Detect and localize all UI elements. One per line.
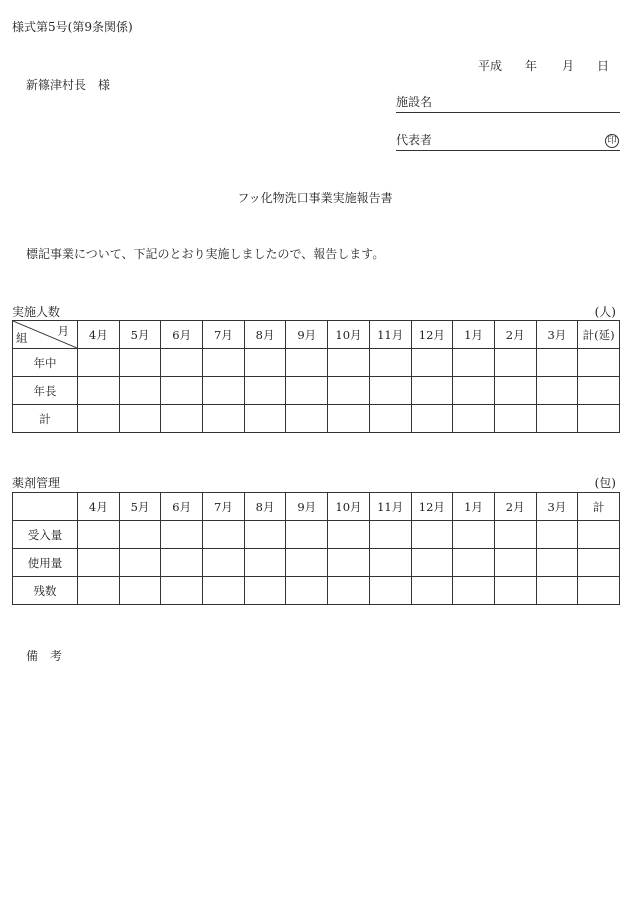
- row-header: 受入量: [13, 521, 78, 549]
- table-header-row: [13, 493, 620, 521]
- participants-table: [12, 320, 620, 433]
- column-header: 6月: [161, 493, 203, 521]
- entry-cell[interactable]: [119, 521, 161, 549]
- column-header: 1月: [453, 321, 495, 349]
- entry-cell[interactable]: [328, 521, 370, 549]
- entry-cell[interactable]: [453, 521, 495, 549]
- table-row: [13, 521, 620, 549]
- entry-cell[interactable]: [78, 521, 120, 549]
- entry-cell[interactable]: [244, 577, 286, 605]
- entry-cell[interactable]: [494, 521, 536, 549]
- entry-cell[interactable]: [494, 377, 536, 405]
- column-header: 2月: [494, 493, 536, 521]
- document-title: フッ化物洗口事業実施報告書: [237, 191, 393, 205]
- corner-cell: [13, 321, 78, 349]
- facility-name-label: 施設名: [396, 95, 433, 109]
- chemicals-unit: (包): [594, 476, 616, 490]
- entry-cell[interactable]: [78, 377, 120, 405]
- entry-cell[interactable]: [161, 549, 203, 577]
- entry-cell[interactable]: [536, 377, 578, 405]
- entry-cell[interactable]: [328, 549, 370, 577]
- entry-cell[interactable]: [411, 349, 453, 377]
- column-header: 8月: [244, 493, 286, 521]
- column-header: 計: [578, 493, 620, 521]
- entry-cell[interactable]: [203, 577, 245, 605]
- addressee-name: 新篠津村長: [26, 78, 87, 92]
- participants-unit: (人): [594, 305, 616, 319]
- addressee-honorific: 様: [98, 78, 111, 92]
- entry-cell[interactable]: [536, 521, 578, 549]
- facility-name-field[interactable]: [396, 96, 620, 113]
- entry-cell[interactable]: [78, 349, 120, 377]
- table-row: [13, 405, 620, 433]
- entry-cell[interactable]: [161, 405, 203, 433]
- representative-field[interactable]: [396, 134, 620, 151]
- entry-cell[interactable]: [119, 549, 161, 577]
- column-header: 11月: [369, 493, 411, 521]
- entry-cell[interactable]: [411, 549, 453, 577]
- column-header: 9月: [286, 493, 328, 521]
- chemicals-table: [12, 492, 620, 605]
- entry-cell[interactable]: [411, 577, 453, 605]
- entry-cell[interactable]: [161, 577, 203, 605]
- column-header: 7月: [203, 493, 245, 521]
- entry-cell[interactable]: [244, 377, 286, 405]
- column-header: 12月: [411, 321, 453, 349]
- entry-cell[interactable]: [578, 349, 620, 377]
- column-header: 11月: [369, 321, 411, 349]
- column-header: 4月: [78, 321, 120, 349]
- entry-cell[interactable]: [244, 549, 286, 577]
- entry-cell[interactable]: [411, 521, 453, 549]
- column-header: 9月: [286, 321, 328, 349]
- entry-cell[interactable]: [286, 349, 328, 377]
- remarks-label: 備 考: [26, 649, 63, 663]
- entry-cell[interactable]: [453, 577, 495, 605]
- entry-cell[interactable]: [203, 377, 245, 405]
- entry-cell[interactable]: [286, 521, 328, 549]
- participants-caption: 実施人数: [12, 305, 61, 319]
- column-header: 5月: [119, 493, 161, 521]
- chemicals-caption: 薬剤管理: [12, 476, 61, 490]
- entry-cell[interactable]: [286, 549, 328, 577]
- corner-month-label: 月: [57, 324, 69, 338]
- entry-cell[interactable]: [119, 405, 161, 433]
- form-number: 様式第5号(第9条関係): [12, 20, 133, 34]
- date-era: 平成: [478, 59, 503, 73]
- entry-cell[interactable]: [161, 521, 203, 549]
- entry-cell[interactable]: [161, 377, 203, 405]
- column-header: 3月: [536, 321, 578, 349]
- date-year-field[interactable]: 年: [525, 59, 538, 73]
- entry-cell[interactable]: [78, 405, 120, 433]
- entry-cell[interactable]: [494, 405, 536, 433]
- entry-cell[interactable]: [536, 577, 578, 605]
- entry-cell[interactable]: [578, 521, 620, 549]
- entry-cell[interactable]: [244, 521, 286, 549]
- row-header: 年長: [13, 377, 78, 405]
- entry-cell[interactable]: [369, 521, 411, 549]
- entry-cell[interactable]: [244, 405, 286, 433]
- entry-cell[interactable]: [411, 377, 453, 405]
- entry-cell[interactable]: [369, 405, 411, 433]
- entry-cell[interactable]: [494, 349, 536, 377]
- entry-cell[interactable]: [369, 549, 411, 577]
- entry-cell[interactable]: [78, 549, 120, 577]
- column-header: 4月: [78, 493, 120, 521]
- lead-text: 標記事業について、下記のとおり実施しましたので、報告します。: [26, 247, 385, 261]
- entry-cell[interactable]: [453, 405, 495, 433]
- row-header: 使用量: [13, 549, 78, 577]
- entry-cell[interactable]: [578, 549, 620, 577]
- entry-cell[interactable]: [328, 405, 370, 433]
- entry-cell[interactable]: [119, 577, 161, 605]
- date-month-field[interactable]: 月: [562, 59, 575, 73]
- entry-cell[interactable]: [453, 349, 495, 377]
- entry-cell[interactable]: [203, 549, 245, 577]
- column-header: 3月: [536, 493, 578, 521]
- entry-cell[interactable]: [328, 349, 370, 377]
- entry-cell[interactable]: [369, 349, 411, 377]
- column-header: 計(延): [578, 321, 620, 349]
- addressee: [26, 79, 110, 91]
- column-header: 8月: [244, 321, 286, 349]
- table-row: [13, 349, 620, 377]
- entry-cell[interactable]: [244, 349, 286, 377]
- entry-cell[interactable]: [494, 549, 536, 577]
- seal-mark: 印: [605, 134, 619, 148]
- corner-group-label: 組: [16, 331, 28, 345]
- entry-cell[interactable]: [286, 405, 328, 433]
- entry-cell[interactable]: [411, 405, 453, 433]
- table-row: [13, 577, 620, 605]
- column-header: 2月: [494, 321, 536, 349]
- entry-cell[interactable]: [161, 349, 203, 377]
- entry-cell[interactable]: [203, 521, 245, 549]
- corner-cell: [13, 493, 78, 521]
- column-header: 6月: [161, 321, 203, 349]
- row-header: 計: [13, 405, 78, 433]
- entry-cell[interactable]: [494, 577, 536, 605]
- table-row: [13, 549, 620, 577]
- entry-cell[interactable]: [536, 405, 578, 433]
- date-day-field[interactable]: 日: [597, 59, 610, 73]
- entry-cell[interactable]: [203, 349, 245, 377]
- table-row: [13, 377, 620, 405]
- entry-cell[interactable]: [328, 577, 370, 605]
- entry-cell[interactable]: [286, 377, 328, 405]
- entry-cell[interactable]: [369, 577, 411, 605]
- entry-cell[interactable]: [578, 577, 620, 605]
- entry-cell[interactable]: [369, 377, 411, 405]
- column-header: 7月: [203, 321, 245, 349]
- entry-cell[interactable]: [203, 405, 245, 433]
- entry-cell[interactable]: [119, 349, 161, 377]
- entry-cell[interactable]: [119, 377, 161, 405]
- row-header: 残数: [13, 577, 78, 605]
- entry-cell[interactable]: [286, 577, 328, 605]
- entry-cell[interactable]: [453, 377, 495, 405]
- column-header: 10月: [328, 321, 370, 349]
- table-header-row: [13, 321, 620, 349]
- column-header: 5月: [119, 321, 161, 349]
- column-header: 10月: [328, 493, 370, 521]
- column-header: 1月: [453, 493, 495, 521]
- entry-cell[interactable]: [328, 377, 370, 405]
- row-header: 年中: [13, 349, 78, 377]
- representative-label: 代表者: [396, 133, 433, 147]
- entry-cell[interactable]: [536, 549, 578, 577]
- entry-cell[interactable]: [453, 549, 495, 577]
- entry-cell[interactable]: [78, 577, 120, 605]
- entry-cell[interactable]: [578, 405, 620, 433]
- entry-cell[interactable]: [578, 377, 620, 405]
- column-header: 12月: [411, 493, 453, 521]
- entry-cell[interactable]: [536, 349, 578, 377]
